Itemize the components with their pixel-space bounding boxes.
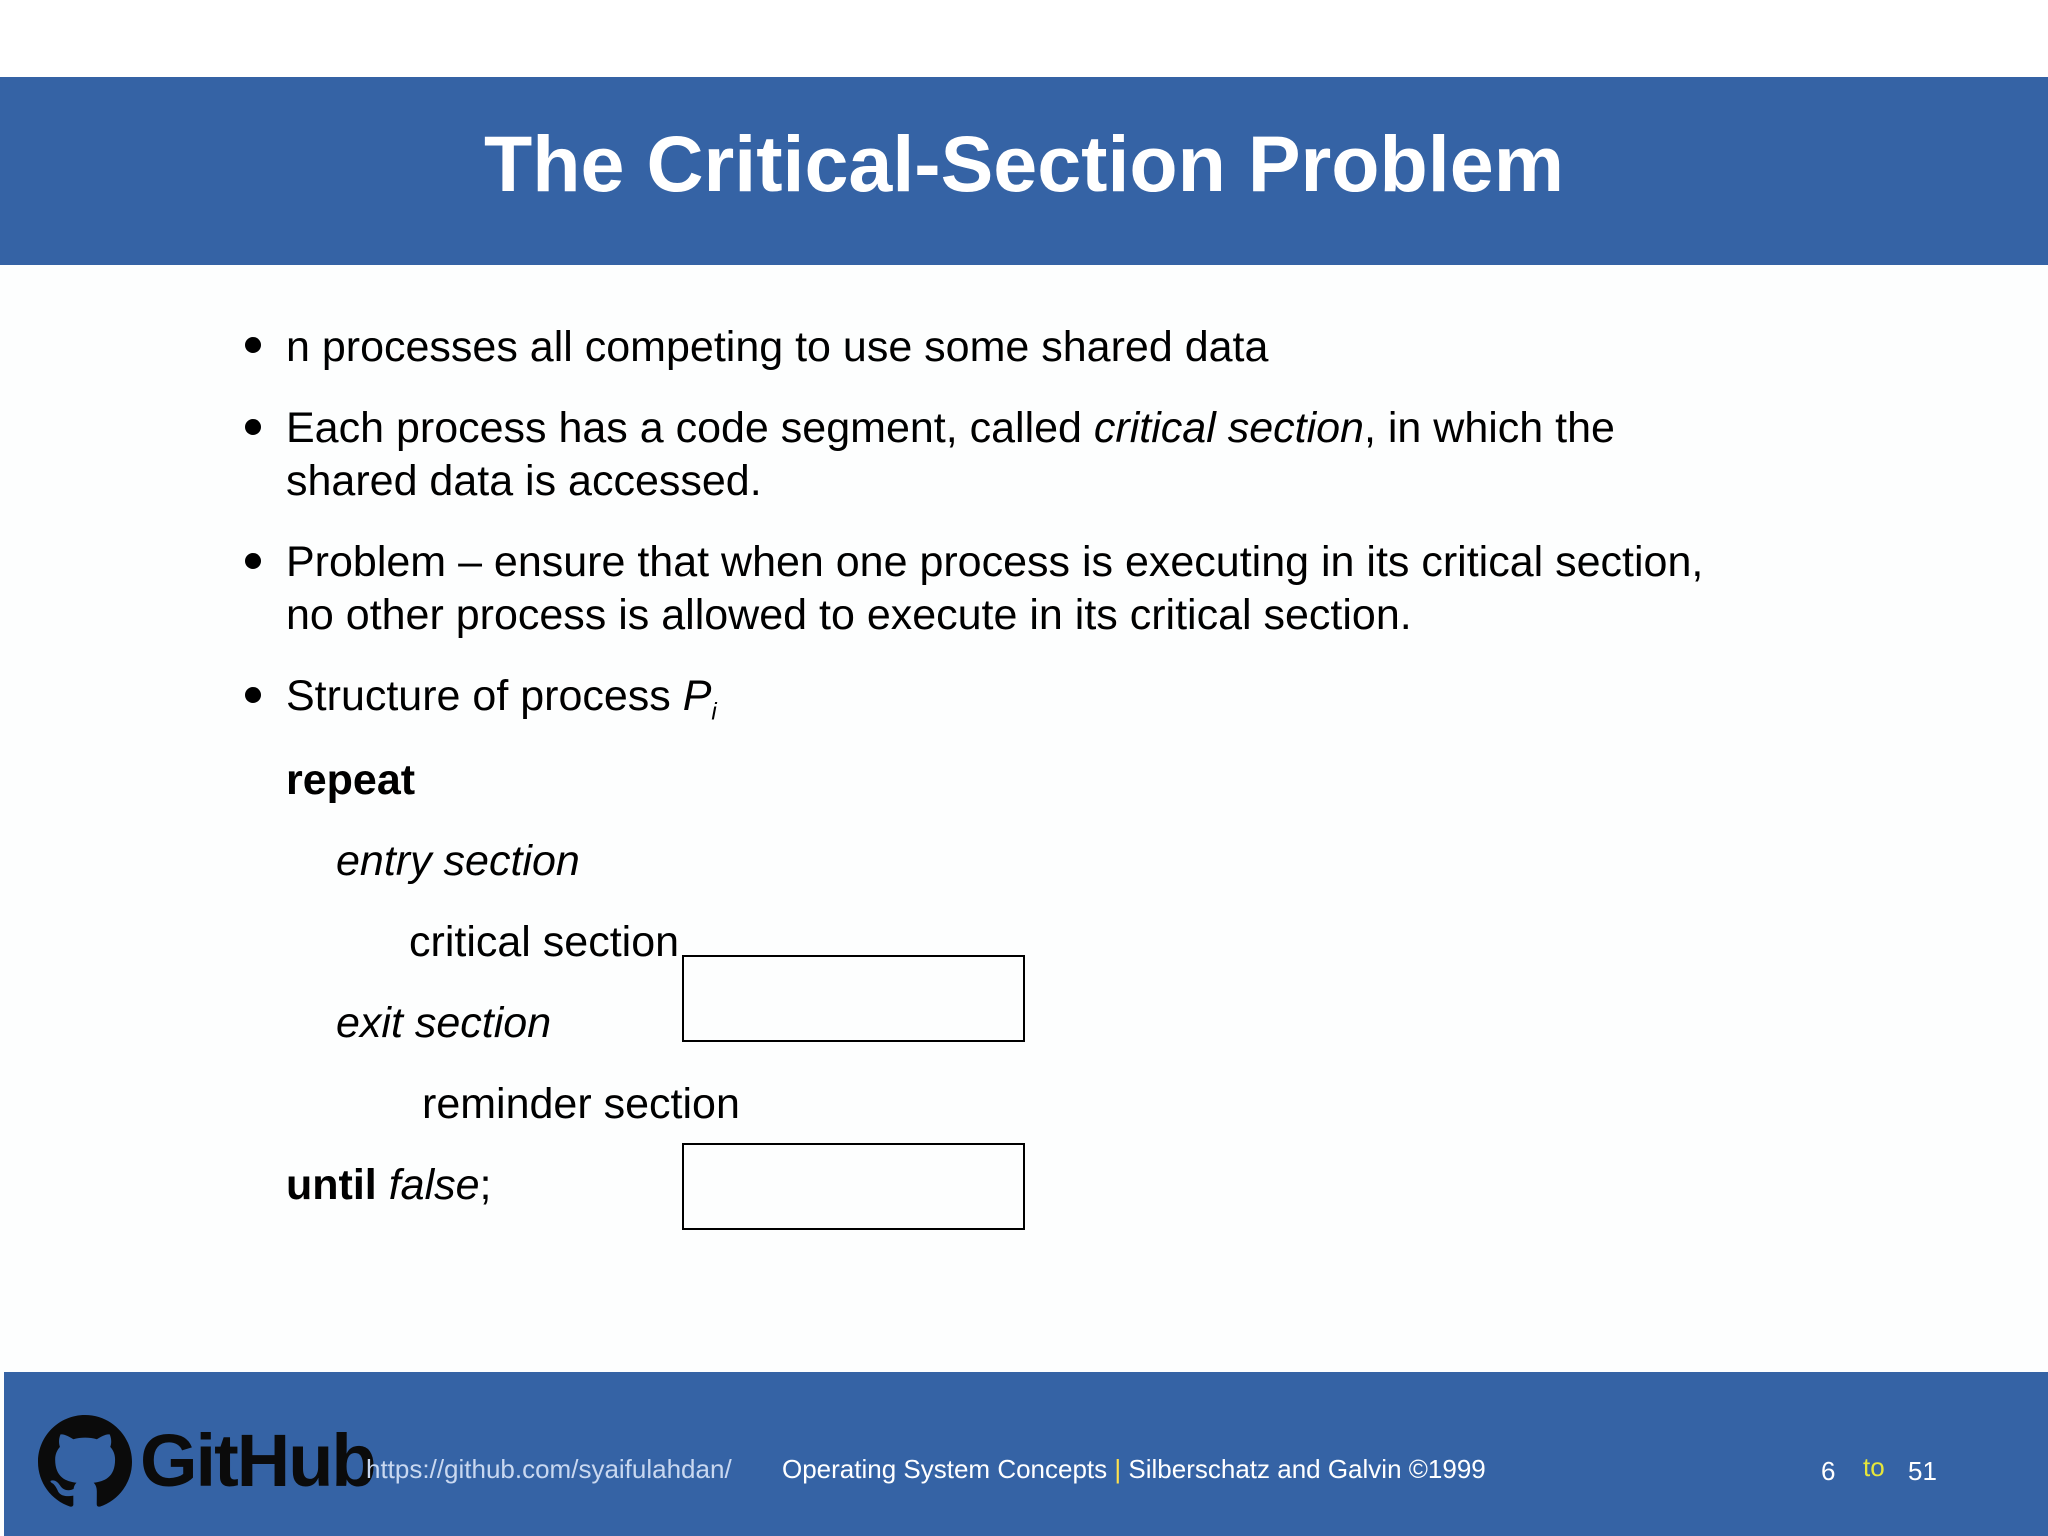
footer-separator: |: [1114, 1454, 1122, 1484]
until-value: false: [388, 1161, 480, 1209]
bullet-dot: [245, 419, 261, 435]
code-repeat: repeat: [286, 756, 416, 804]
bullet-2-line-1: [286, 402, 1615, 455]
bullet-4-label: Structure of process: [286, 672, 683, 720]
slide-content: [0, 265, 2048, 1372]
slide-title: The Critical-Section Problem: [484, 118, 1564, 208]
process-subscript: i: [711, 698, 717, 726]
footer-url[interactable]: https://github.com/syaifulahdan/: [366, 1454, 732, 1484]
empty-box-upper: [682, 955, 1025, 1042]
page-total: 51: [1908, 1456, 1937, 1486]
bullet-dot: [245, 553, 261, 569]
github-octocat-icon: [38, 1415, 132, 1509]
bullet-dot: [245, 687, 261, 703]
code-until: [286, 1159, 492, 1212]
code-exit-section: exit section: [336, 999, 552, 1047]
empty-box-lower: [682, 1143, 1025, 1230]
github-wordmark: GitHub: [140, 1419, 375, 1502]
bullet-3-line-2: no other process is allowed to execute in its critical section.: [286, 591, 1412, 639]
bullet-2-text-start: Each process has a code segment, called: [286, 404, 1094, 452]
bullet-4-text: [286, 670, 717, 739]
bullet-2-line-2: shared data is accessed.: [286, 457, 762, 505]
page-current: 6: [1821, 1456, 1836, 1486]
top-margin: [0, 0, 2048, 77]
course-title: Operating System Concepts: [782, 1454, 1108, 1484]
bullet-3-line-1: Problem – ensure that when one process is executing in its critical section,: [286, 538, 1704, 586]
until-keyword: until: [286, 1161, 377, 1209]
code-critical-section: critical section: [409, 918, 680, 966]
code-reminder-section: reminder section: [422, 1080, 740, 1128]
until-semicolon: ;: [479, 1161, 492, 1209]
title-bar: [0, 77, 2048, 265]
critical-section-term: critical section: [1093, 404, 1364, 452]
bullet-2-text-end: , in which the: [1363, 404, 1615, 452]
footer-course-credit: [782, 1454, 1486, 1484]
bullet-1-text: n processes all competing to use some shared data: [286, 323, 1269, 371]
footer-bar: [4, 1372, 2048, 1536]
code-entry-section: entry section: [336, 837, 580, 885]
authors-credit: Silberschatz and Galvin ©1999: [1128, 1454, 1486, 1484]
page-to-label: to: [1863, 1452, 1885, 1482]
bullet-dot: [245, 337, 261, 353]
process-variable: P: [682, 672, 712, 720]
